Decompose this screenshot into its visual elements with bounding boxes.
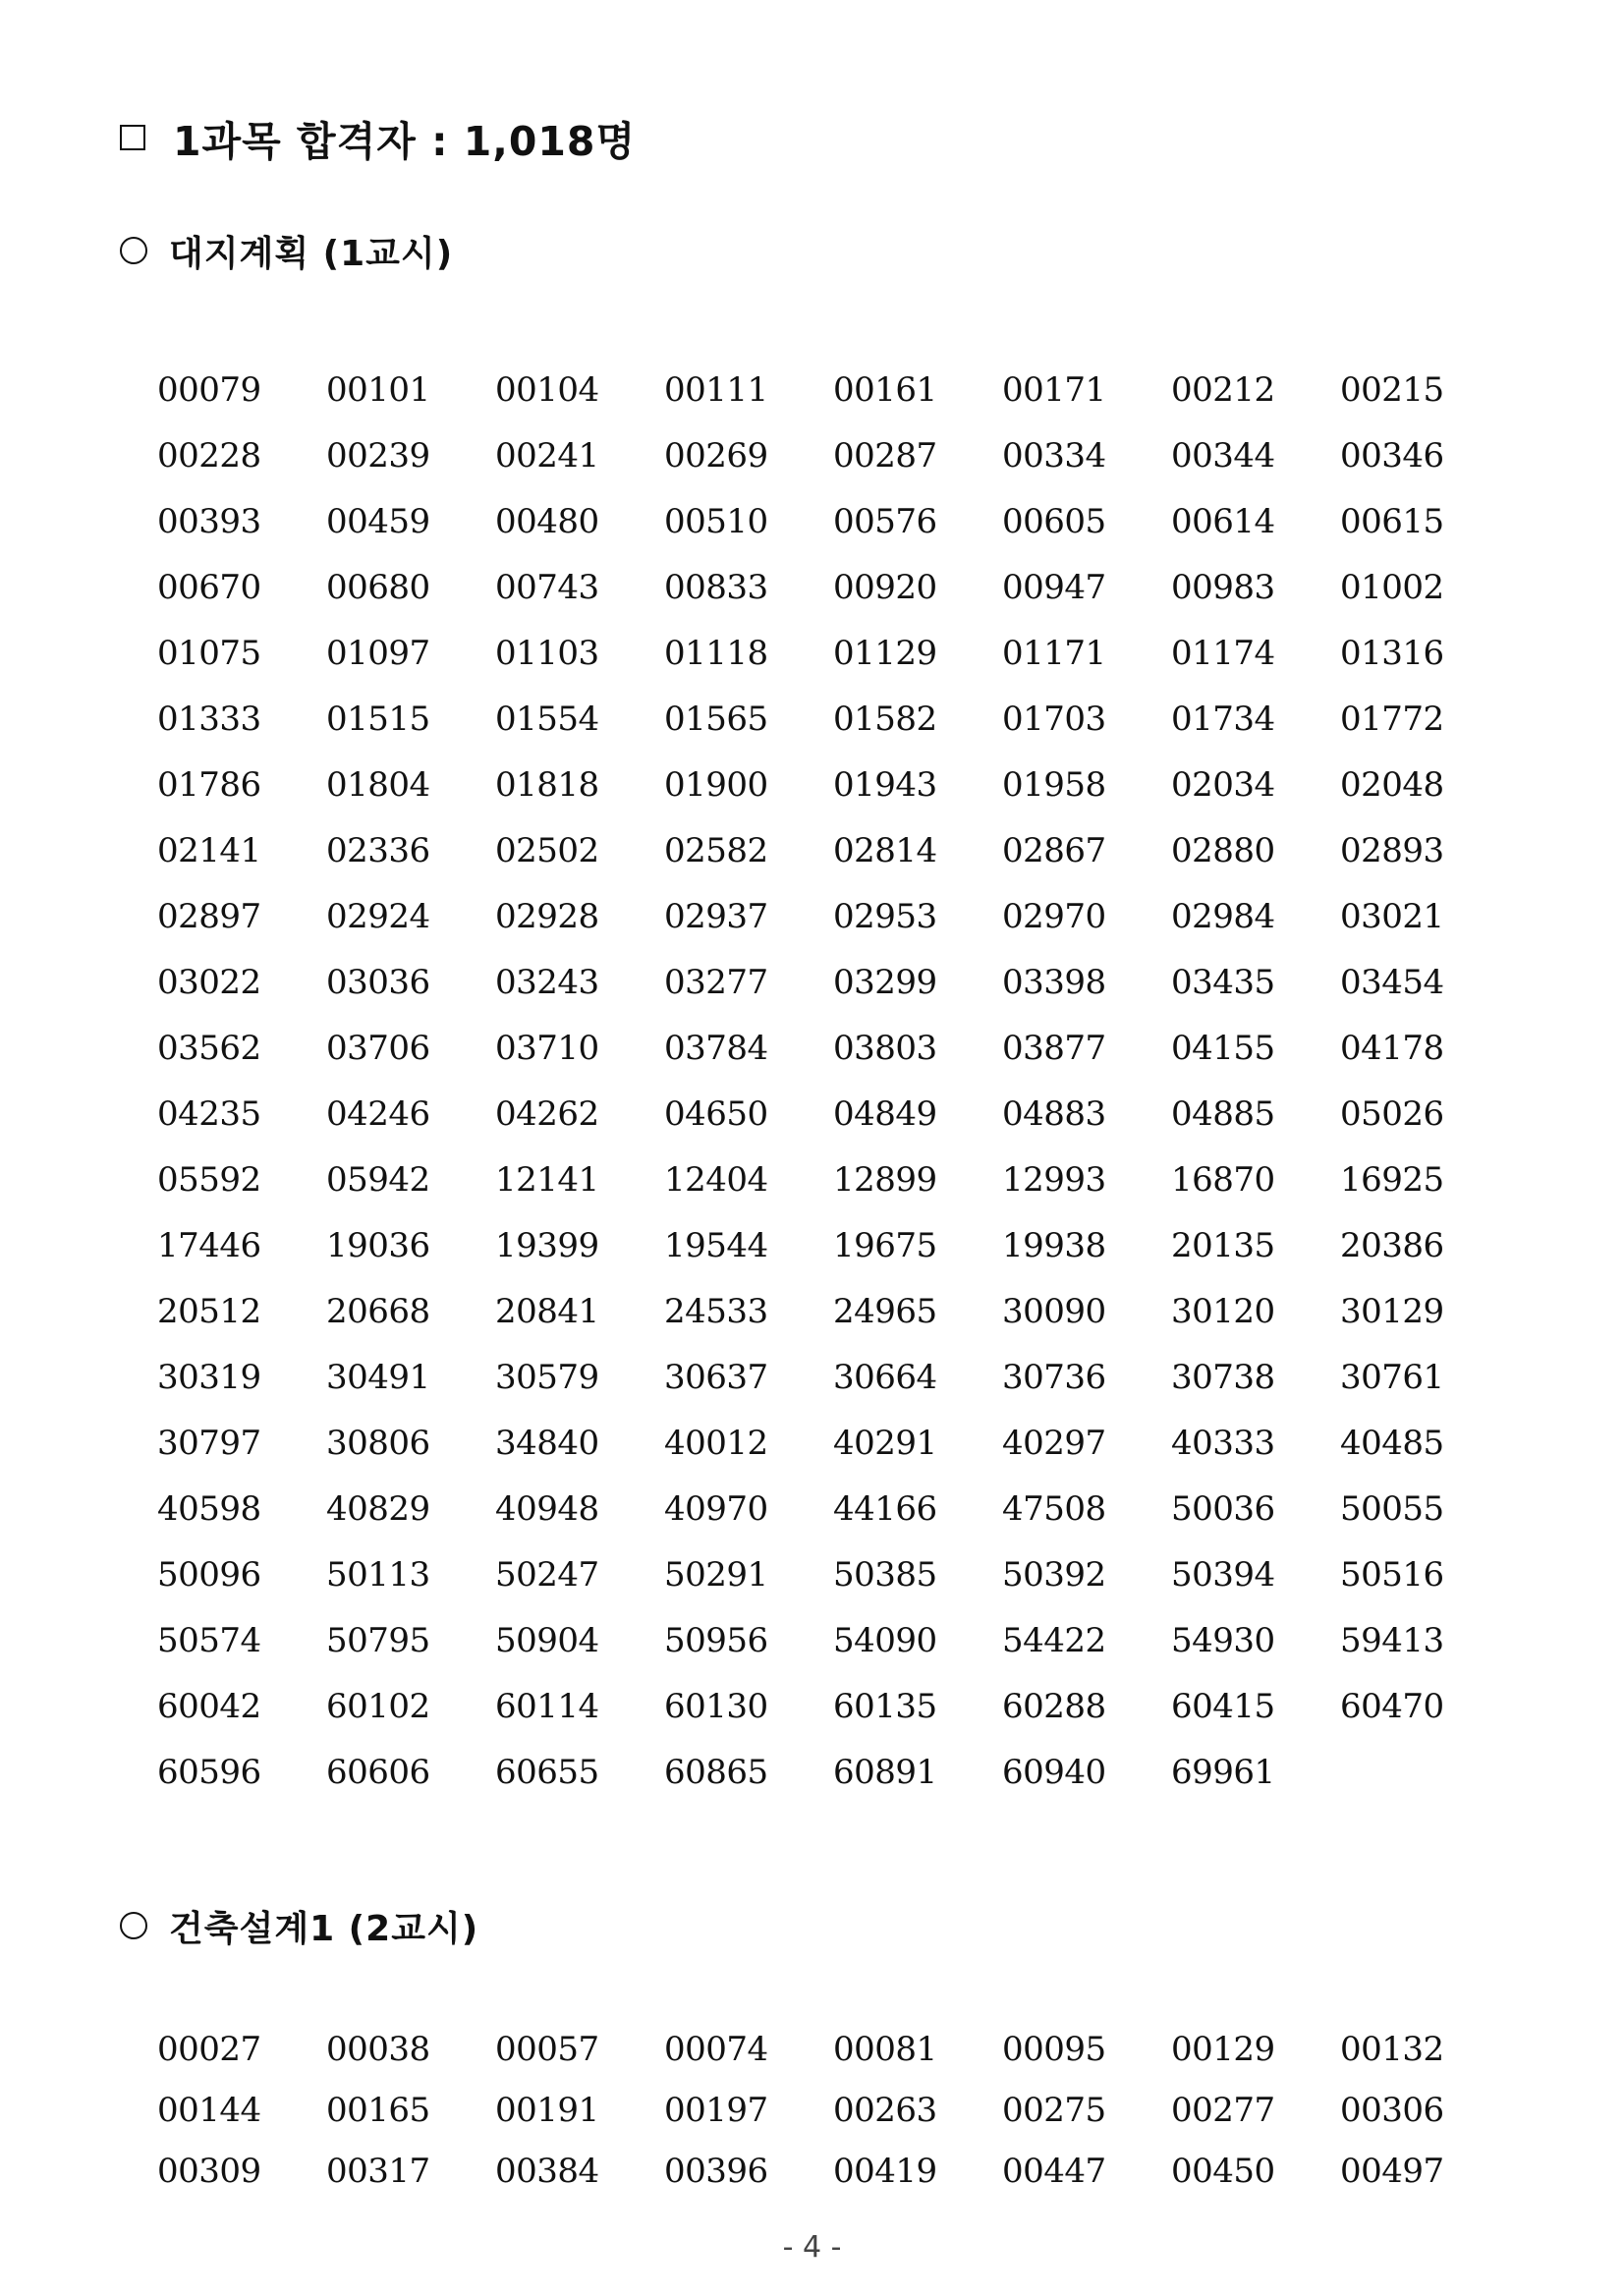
candidate-number: 00081 (833, 2030, 937, 2069)
circle-bullet-icon (120, 1912, 147, 1939)
candidate-number: 05026 (1340, 1093, 1444, 1134)
candidate-number-grid-2 (157, 2019, 1509, 2202)
candidate-number: 60891 (833, 1752, 937, 1792)
main-heading-text: 1과목 합격자 : 1,018명 (173, 117, 637, 165)
candidate-number: 00983 (1171, 567, 1275, 607)
candidate-number: 03299 (833, 962, 937, 1002)
candidate-number: 30736 (1002, 1357, 1106, 1397)
candidate-number: 54422 (1002, 1620, 1106, 1660)
candidate-number: 03803 (833, 1028, 937, 1068)
candidate-number: 03784 (664, 1028, 768, 1068)
candidate-number: 01804 (326, 764, 430, 805)
candidate-number: 00833 (664, 567, 768, 607)
candidate-number: 44166 (833, 1488, 937, 1529)
candidate-number: 01900 (664, 764, 768, 805)
candidate-number: 01171 (1002, 633, 1106, 673)
candidate-number: 60655 (495, 1752, 599, 1792)
candidate-number: 01097 (326, 633, 430, 673)
candidate-number: 02880 (1171, 830, 1275, 870)
candidate-number: 00111 (664, 369, 768, 410)
candidate-number: 02814 (833, 830, 937, 870)
square-bullet-icon (120, 125, 145, 150)
candidate-number: 00309 (157, 2152, 261, 2191)
candidate-number: 20668 (326, 1291, 430, 1331)
candidate-number: 00215 (1340, 369, 1444, 410)
candidate-number: 00497 (1340, 2152, 1444, 2191)
candidate-number: 47508 (1002, 1488, 1106, 1529)
candidate-number: 01118 (664, 633, 768, 673)
candidate-number: 50385 (833, 1554, 937, 1595)
candidate-number: 00670 (157, 567, 261, 607)
candidate-number: 50036 (1171, 1488, 1275, 1529)
candidate-number: 00191 (495, 2091, 599, 2130)
candidate-number: 00161 (833, 369, 937, 410)
candidate-number: 00074 (664, 2030, 768, 2069)
candidate-number: 30129 (1340, 1291, 1444, 1331)
section-title: 건축설계1 (2교시) (169, 1908, 479, 1949)
candidate-number: 60130 (664, 1686, 768, 1726)
candidate-number: 00057 (495, 2030, 599, 2069)
candidate-number: 60940 (1002, 1752, 1106, 1792)
candidate-number: 03706 (326, 1028, 430, 1068)
candidate-number: 00241 (495, 435, 599, 476)
candidate-number: 00334 (1002, 435, 1106, 476)
candidate-number: 40948 (495, 1488, 599, 1529)
candidate-number: 00450 (1171, 2152, 1275, 2191)
candidate-number: 50394 (1171, 1554, 1275, 1595)
candidate-number: 30579 (495, 1357, 599, 1397)
candidate-number: 60114 (495, 1686, 599, 1726)
candidate-number: 20135 (1171, 1225, 1275, 1265)
candidate-number: 00027 (157, 2030, 261, 2069)
candidate-number: 00459 (326, 501, 430, 541)
candidate-number: 03435 (1171, 962, 1275, 1002)
candidate-number: 00346 (1340, 435, 1444, 476)
candidate-number: 01554 (495, 699, 599, 739)
candidate-number: 20512 (157, 1291, 261, 1331)
candidate-number: 02582 (664, 830, 768, 870)
section-title: 대지계획 (1교시) (169, 233, 454, 274)
candidate-number: 00239 (326, 435, 430, 476)
candidate-number: 00101 (326, 369, 430, 410)
candidate-number: 50247 (495, 1554, 599, 1595)
candidate-number: 60470 (1340, 1686, 1444, 1726)
candidate-number: 03877 (1002, 1028, 1106, 1068)
candidate-number: 00197 (664, 2091, 768, 2130)
candidate-number: 04849 (833, 1093, 937, 1134)
section-heading-2 (120, 1901, 478, 1950)
candidate-number: 02937 (664, 896, 768, 936)
candidate-number: 00576 (833, 501, 937, 541)
candidate-number: 03562 (157, 1028, 261, 1068)
candidate-number: 02897 (157, 896, 261, 936)
candidate-number: 01734 (1171, 699, 1275, 739)
candidate-number: 00079 (157, 369, 261, 410)
candidate-number: 00171 (1002, 369, 1106, 410)
candidate-number: 00144 (157, 2091, 261, 2130)
candidate-number: 05942 (326, 1159, 430, 1200)
candidate-number: 02141 (157, 830, 261, 870)
candidate-number: 03243 (495, 962, 599, 1002)
candidate-number: 50096 (157, 1554, 261, 1595)
candidate-number: 01129 (833, 633, 937, 673)
candidate-number: 01316 (1340, 633, 1444, 673)
candidate-number: 04235 (157, 1093, 261, 1134)
candidate-number: 01515 (326, 699, 430, 739)
candidate-number: 50956 (664, 1620, 768, 1660)
candidate-number: 00920 (833, 567, 937, 607)
candidate-number: 60865 (664, 1752, 768, 1792)
candidate-number: 17446 (157, 1225, 261, 1265)
candidate-number: 40485 (1340, 1423, 1444, 1463)
candidate-number: 04885 (1171, 1093, 1275, 1134)
candidate-number: 01943 (833, 764, 937, 805)
candidate-number: 01075 (157, 633, 261, 673)
section-heading-1 (120, 226, 453, 275)
candidate-number: 50904 (495, 1620, 599, 1660)
candidate-number: 19399 (495, 1225, 599, 1265)
candidate-number: 01333 (157, 699, 261, 739)
candidate-number: 02970 (1002, 896, 1106, 936)
candidate-number-grid-1 (157, 357, 1509, 1805)
candidate-number: 01703 (1002, 699, 1106, 739)
main-heading (120, 108, 636, 167)
candidate-number: 01786 (157, 764, 261, 805)
candidate-number: 40297 (1002, 1423, 1106, 1463)
candidate-number: 19036 (326, 1225, 430, 1265)
candidate-number: 00480 (495, 501, 599, 541)
candidate-number: 00614 (1171, 501, 1275, 541)
candidate-number: 12141 (495, 1159, 599, 1200)
candidate-number: 01103 (495, 633, 599, 673)
candidate-number: 03022 (157, 962, 261, 1002)
candidate-number: 02953 (833, 896, 937, 936)
candidate-number: 60415 (1171, 1686, 1275, 1726)
candidate-number: 00344 (1171, 435, 1275, 476)
candidate-number: 30761 (1340, 1357, 1444, 1397)
candidate-number: 00419 (833, 2152, 937, 2191)
candidate-number: 30664 (833, 1357, 937, 1397)
candidate-number: 60288 (1002, 1686, 1106, 1726)
candidate-number: 03454 (1340, 962, 1444, 1002)
candidate-number: 50055 (1340, 1488, 1444, 1529)
candidate-number: 69961 (1171, 1752, 1275, 1792)
candidate-number: 60102 (326, 1686, 430, 1726)
candidate-number: 01772 (1340, 699, 1444, 739)
candidate-number: 40970 (664, 1488, 768, 1529)
candidate-number: 60135 (833, 1686, 937, 1726)
candidate-number: 20841 (495, 1291, 599, 1331)
candidate-number: 24533 (664, 1291, 768, 1331)
page-number: - 4 - (782, 2230, 842, 2265)
candidate-number: 54090 (833, 1620, 937, 1660)
candidate-number: 00393 (157, 501, 261, 541)
candidate-number: 02336 (326, 830, 430, 870)
candidate-number: 54930 (1171, 1620, 1275, 1660)
candidate-number: 02893 (1340, 830, 1444, 870)
candidate-number: 02984 (1171, 896, 1275, 936)
candidate-number: 19675 (833, 1225, 937, 1265)
candidate-number: 01582 (833, 699, 937, 739)
candidate-number: 00277 (1171, 2091, 1275, 2130)
candidate-number: 00165 (326, 2091, 430, 2130)
candidate-number: 30738 (1171, 1357, 1275, 1397)
candidate-number: 00104 (495, 369, 599, 410)
candidate-number: 01002 (1340, 567, 1444, 607)
candidate-number: 00510 (664, 501, 768, 541)
candidate-number: 30090 (1002, 1291, 1106, 1331)
candidate-number: 02034 (1171, 764, 1275, 805)
candidate-number: 30806 (326, 1423, 430, 1463)
candidate-number: 60606 (326, 1752, 430, 1792)
candidate-number: 00287 (833, 435, 937, 476)
candidate-number: 19938 (1002, 1225, 1106, 1265)
candidate-number: 00269 (664, 435, 768, 476)
candidate-number: 05592 (157, 1159, 261, 1200)
candidate-number: 40333 (1171, 1423, 1275, 1463)
candidate-number: 04262 (495, 1093, 599, 1134)
candidate-number: 00947 (1002, 567, 1106, 607)
candidate-number: 30120 (1171, 1291, 1275, 1331)
candidate-number: 60042 (157, 1686, 261, 1726)
candidate-number: 03036 (326, 962, 430, 1002)
candidate-number: 01818 (495, 764, 599, 805)
candidate-number: 00129 (1171, 2030, 1275, 2069)
candidate-number: 50291 (664, 1554, 768, 1595)
candidate-number: 40012 (664, 1423, 768, 1463)
candidate-number: 16925 (1340, 1159, 1444, 1200)
candidate-number: 19544 (664, 1225, 768, 1265)
candidate-number: 40291 (833, 1423, 937, 1463)
candidate-number: 40829 (326, 1488, 430, 1529)
candidate-number: 34840 (495, 1423, 599, 1463)
candidate-number: 12993 (1002, 1159, 1106, 1200)
candidate-number: 03021 (1340, 896, 1444, 936)
candidate-number: 59413 (1340, 1620, 1444, 1660)
candidate-number: 60596 (157, 1752, 261, 1792)
candidate-number: 03710 (495, 1028, 599, 1068)
candidate-number: 04178 (1340, 1028, 1444, 1068)
candidate-number: 00447 (1002, 2152, 1106, 2191)
candidate-number: 04246 (326, 1093, 430, 1134)
candidate-number: 00396 (664, 2152, 768, 2191)
candidate-number: 50516 (1340, 1554, 1444, 1595)
candidate-number: 00038 (326, 2030, 430, 2069)
candidate-number: 50795 (326, 1620, 430, 1660)
candidate-number: 01565 (664, 699, 768, 739)
candidate-number: 20386 (1340, 1225, 1444, 1265)
candidate-number: 50574 (157, 1620, 261, 1660)
candidate-number: 00212 (1171, 369, 1275, 410)
candidate-number: 00384 (495, 2152, 599, 2191)
candidate-number: 16870 (1171, 1159, 1275, 1200)
candidate-number: 40598 (157, 1488, 261, 1529)
candidate-number: 00615 (1340, 501, 1444, 541)
candidate-number: 00680 (326, 567, 430, 607)
candidate-number: 02924 (326, 896, 430, 936)
candidate-number: 00605 (1002, 501, 1106, 541)
candidate-number: 50113 (326, 1554, 430, 1595)
candidate-number: 04650 (664, 1093, 768, 1134)
candidate-number: 02048 (1340, 764, 1444, 805)
candidate-number: 01174 (1171, 633, 1275, 673)
candidate-number: 50392 (1002, 1554, 1106, 1595)
candidate-number: 04155 (1171, 1028, 1275, 1068)
candidate-number: 12404 (664, 1159, 768, 1200)
candidate-number: 00317 (326, 2152, 430, 2191)
candidate-number: 12899 (833, 1159, 937, 1200)
candidate-number: 30797 (157, 1423, 261, 1463)
candidate-number: 00275 (1002, 2091, 1106, 2130)
candidate-number: 30319 (157, 1357, 261, 1397)
candidate-number: 01958 (1002, 764, 1106, 805)
candidate-number: 02502 (495, 830, 599, 870)
candidate-number: 30491 (326, 1357, 430, 1397)
candidate-number: 24965 (833, 1291, 937, 1331)
candidate-number: 00743 (495, 567, 599, 607)
candidate-number: 00228 (157, 435, 261, 476)
candidate-number: 02928 (495, 896, 599, 936)
candidate-number: 00263 (833, 2091, 937, 2130)
candidate-number: 03398 (1002, 962, 1106, 1002)
candidate-number: 00132 (1340, 2030, 1444, 2069)
candidate-number: 00306 (1340, 2091, 1444, 2130)
candidate-number: 30637 (664, 1357, 768, 1397)
candidate-number: 04883 (1002, 1093, 1106, 1134)
circle-bullet-icon (120, 237, 147, 264)
candidate-number: 00095 (1002, 2030, 1106, 2069)
candidate-number: 03277 (664, 962, 768, 1002)
candidate-number: 02867 (1002, 830, 1106, 870)
